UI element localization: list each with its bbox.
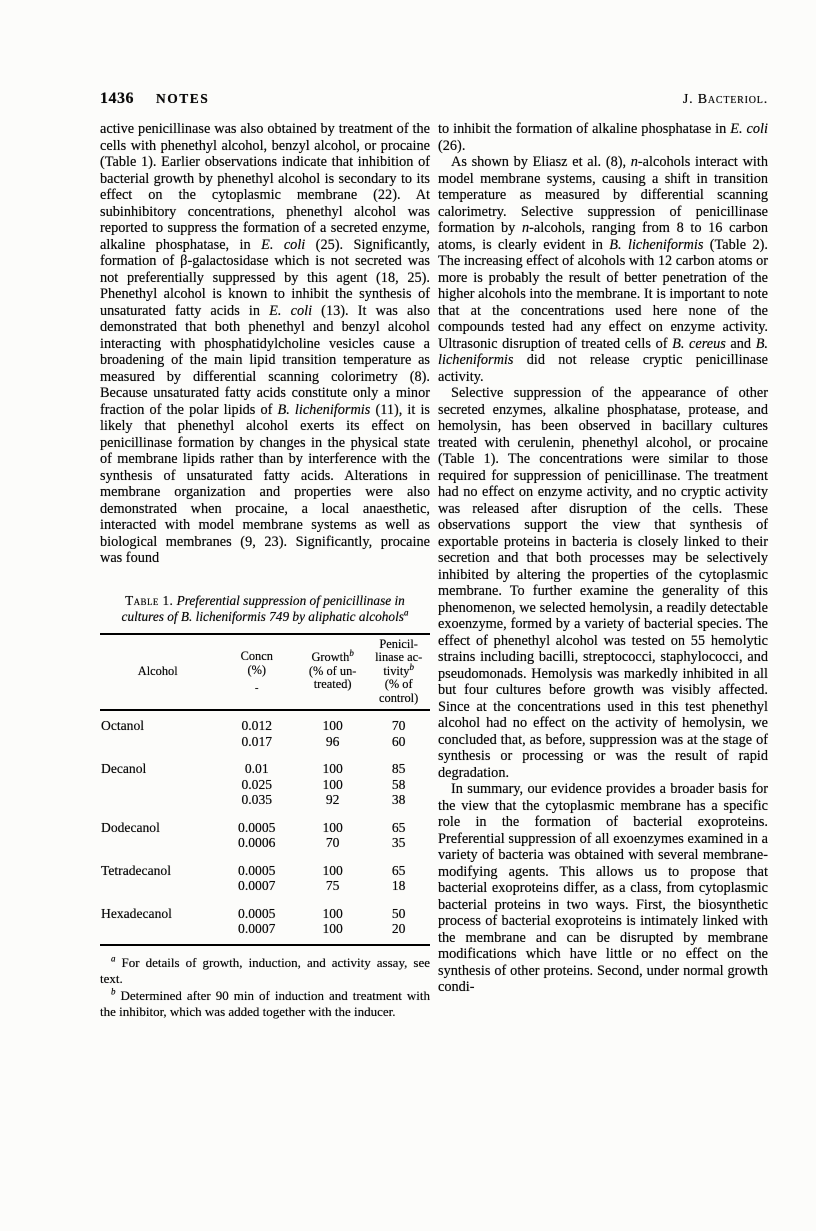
cell-value: 0.035 xyxy=(241,792,273,808)
running-head: NOTES xyxy=(156,91,210,106)
paragraph: In summary, our evidence provides a broader basis for the view that the cytoplasmic membrane has a specific role in the formation of bacterial exoproteins. Preferential suppression of all exoenzymes examined in a variety of bacteria was obtained with several membrane-modifying agents. This allows us to propose that bacterial exoproteins differ, as a class, from cytoplasmic bacterial proteins in two ways. First, the biosynthetic process of bacterial exoproteins is intimately linked with the membrane and can be disrupted by membrane modifications which have little or no effect on the synthesis of other proteins. Second, under normal growth condi- xyxy=(438,781,768,995)
table-row xyxy=(100,777,430,793)
col-header-concn xyxy=(216,634,299,711)
table-row xyxy=(100,808,430,836)
cell-value: 58 xyxy=(391,776,406,792)
cell-value: 92 xyxy=(325,792,340,808)
page-header xyxy=(100,90,768,108)
cell-alcohol xyxy=(100,878,216,894)
paragraph: Selective suppression of the appearance of other secreted enzymes, alkaline phosphatase, protease, and hemolysin, has been observed in bacillary cultures treated with cerulenin, phenethyl alcohol, or procaine (Table 1). The concentrations were similar to those required for suppression of penicillinase. The treatment had no effect on enzyme activity, and no cryptic activity was released after disruption of the cells. These observations support the view that synthesis of exportable proteins in bacteria is closely linked to their secretion and that both processes may be selectively inhibited by altering the properties of the cytoplasmic membrane. To further examine the generality of this phenomenon, we selected hemolysin, a readily detectable exoenzyme, formed by a variety of bacterial species. The effect of phenethyl alcohol was tested on 55 hemolytic strains including bacilli, streptococci, staphylococci, and pseudomonads. Hemolysis was markedly inhibited in all but four cultures before growth was visibly affected. Since at the concentrations used in this test phenethyl alcohol had no effect on the activity of hemolysin, we concluded that, as before, suppression was at the stage of synthesis or processing or was the result of rapid degradation. xyxy=(438,385,768,781)
scan-artifact-dash: - xyxy=(254,681,259,694)
table-head xyxy=(100,634,430,711)
col-header-activity: Penicil- linase ac- tivity$^b$ (% of control) xyxy=(367,634,430,711)
cell-alcohol: Octanol xyxy=(101,718,145,734)
table-row xyxy=(100,734,430,750)
journal-name: J. Bacteriol. xyxy=(682,92,768,107)
cell-value: 0.0005 xyxy=(238,862,276,878)
table-caption-label: Table 1. xyxy=(125,592,174,608)
running-head-left xyxy=(100,90,209,108)
cell-value: 100 xyxy=(322,862,343,878)
table-footnotes xyxy=(100,955,430,1021)
cell-value: 18 xyxy=(391,878,406,894)
cell-value: 65 xyxy=(391,819,406,835)
cell-value: 100 xyxy=(322,718,343,734)
left-column xyxy=(100,121,430,1021)
table-row xyxy=(100,851,430,879)
table-row xyxy=(100,878,430,894)
table-caption xyxy=(100,593,430,625)
cell-value: 65 xyxy=(391,862,406,878)
cell-value: 0.025 xyxy=(241,776,273,792)
two-column-body xyxy=(100,121,768,1021)
cell-value: 0.01 xyxy=(244,761,269,777)
table-row xyxy=(100,835,430,851)
table-1 xyxy=(100,593,430,1021)
cell-value: 0.0005 xyxy=(238,905,276,921)
data-table xyxy=(100,633,430,946)
cell-alcohol: Decanol xyxy=(101,761,147,777)
right-column xyxy=(438,121,768,1021)
cell-value: 100 xyxy=(322,905,343,921)
cell-value: 0.0007 xyxy=(238,921,276,937)
cell-value: 100 xyxy=(322,776,343,792)
cell-value: 50 xyxy=(391,905,406,921)
cell-value: 100 xyxy=(322,921,343,937)
cell-value: 75 xyxy=(325,878,340,894)
cell-alcohol: Hexadecanol xyxy=(101,905,172,921)
cell-value: 20 xyxy=(391,921,406,937)
cell-value: 70 xyxy=(391,718,406,734)
footnote-b: $^b$ Determined after 90 min of induction and treatment with the inhibitor, which was added together with the inducer. xyxy=(100,986,430,1020)
page-number: 1436 xyxy=(100,90,134,107)
cell-value: 100 xyxy=(322,761,343,777)
cell-alcohol xyxy=(100,835,216,851)
paragraph-continuation: active penicillinase was also obtained by treatment of the cells with phenethyl alcohol, benzyl alcohol, or procaine (Table 1). Earlier observations indicate that inhibition of bacterial growth by phenethyl alcohol is secondary to its effect on the cytoplasmic membrane (22). At subinhibitory concentrations, phenethyl alcohol was reported to suppress the formation of a secreted enzyme, alkaline phosphatase, in E. coli (25). Significantly, formation of β-galactosidase which is not secreted was not preferentially suppressed by this agent (18, 25). Phenethyl alcohol is known to inhibit the synthesis of unsaturated fatty acids in E. coli (13). It was also demonstrated that both phenethyl and benzyl alcohol interacting with phosphatidylcholine vesicles cause a broadening of the main lipid transition temperature as measured by differential scanning colorimetry (8). Because unsaturated fatty acids constitute only a minor fraction of the polar lipids of B. licheniformis (11), it is likely that phenethyl alcohol exerts its effect on penicillinase formation by changes in the physical state of membrane lipids rather than by interference with the synthesis of unsaturated fatty acids. Alterations in membrane organization and properties were also demonstrated when procaine, a local anaesthetic, interacted with model membrane systems as well as biological membranes (9, 23). Significantly, procaine was found xyxy=(100,121,431,566)
cell-value: 0.0005 xyxy=(238,819,276,835)
table-caption-text: Preferential suppression of penicillinase in cultures of B. licheniformis 749 by aliphatic alcohols$^a$ xyxy=(121,592,409,624)
cell-alcohol xyxy=(100,777,216,793)
table-row xyxy=(100,749,430,777)
footnote-a: $^a$ For details of growth, induction, and activity assay, see text. xyxy=(100,953,430,987)
table-row xyxy=(100,894,430,922)
table-header-row xyxy=(100,634,430,711)
cell-value: 0.0006 xyxy=(238,835,276,851)
table-body xyxy=(100,710,430,945)
cell-value: 35 xyxy=(391,835,406,851)
cell-value: 0.0007 xyxy=(238,878,276,894)
cell-alcohol: Dodecanol xyxy=(101,819,160,835)
cell-value: 60 xyxy=(391,733,406,749)
paragraph: to inhibit the formation of alkaline phosphatase in E. coli (26). xyxy=(438,121,768,154)
cell-alcohol: Tetradecanol xyxy=(101,862,171,878)
cell-alcohol xyxy=(100,921,216,945)
cell-value: 100 xyxy=(322,819,343,835)
cell-value: 70 xyxy=(325,835,340,851)
cell-value: 0.017 xyxy=(241,733,273,749)
col-header-growth: Growth$^b$ (% of un- treated) xyxy=(298,634,367,711)
cell-value: 96 xyxy=(325,733,340,749)
cell-alcohol xyxy=(100,792,216,808)
table-row xyxy=(100,921,430,945)
cell-value: 0.012 xyxy=(241,718,273,734)
cell-value: 85 xyxy=(391,761,406,777)
col-header-concn-text: Concn (%) xyxy=(240,649,273,677)
col-header-alcohol: Alcohol xyxy=(100,634,216,711)
table-row xyxy=(100,710,430,734)
table-row xyxy=(100,792,430,808)
cell-value: 38 xyxy=(391,792,406,808)
cell-alcohol xyxy=(100,734,216,750)
paragraph: As shown by Eliasz et al. (8), n-alcohols interact with model membrane systems, causing a shift in transition temperature as measured by differential scanning calorimetry. Selective suppression of penicillinase formation by n-alcohols, ranging from 8 to 16 carbon atoms, is clearly evident in B. licheniformis (Table 2). The increasing effect of alcohols with 12 carbon atoms or more is probably the result of better penetration of the higher alcohols into the membrane. It is important to note that at the concentrations used here none of the compounds tested had any effect on enzyme activity. Ultrasonic disruption of treated cells of B. cereus and B. licheniformis did not release cryptic penicillinase activity. xyxy=(438,154,769,385)
